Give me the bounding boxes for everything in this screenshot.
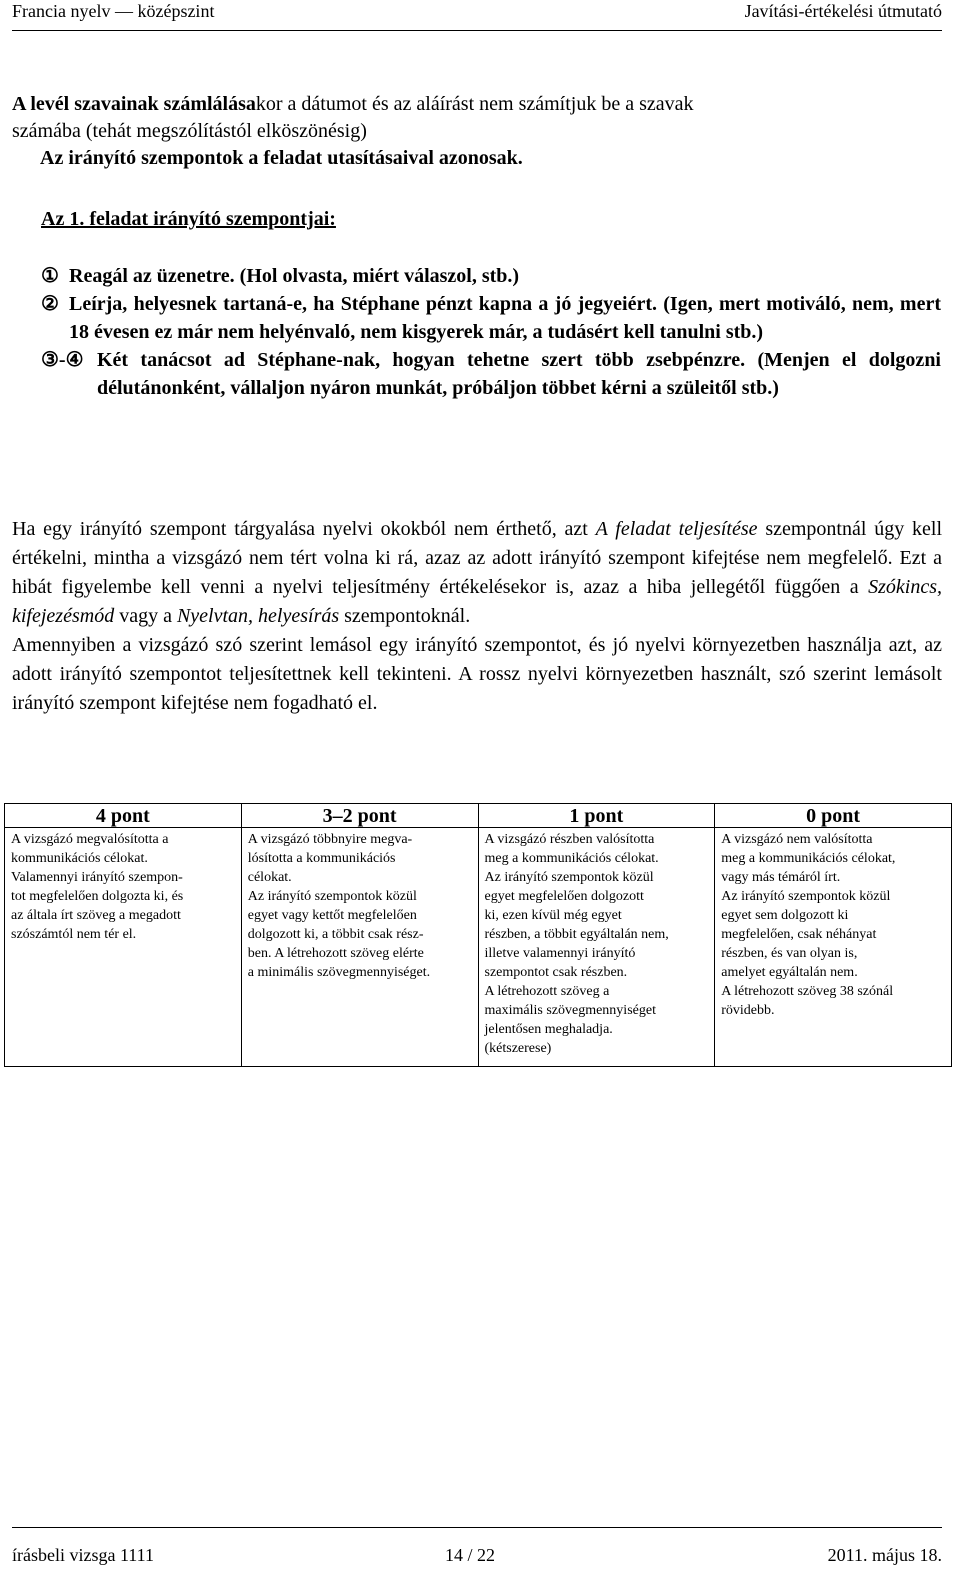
score-description-line: A vizsgázó többnyire megva- — [247, 832, 413, 847]
para1-text-g: szempontoknál. — [339, 605, 471, 627]
intro-line-2: számába (tehát megszólítástól elköszönésig) — [12, 120, 367, 142]
score-description-line: A vizsgázó részben valósította — [484, 832, 655, 847]
score-description-line: rövidebb. — [721, 1003, 775, 1018]
header-subject: Francia nyelv — középszint — [12, 1, 215, 21]
guide-points-list — [41, 262, 941, 402]
score-description-line: A vizsgázó megvalósította a — [11, 832, 169, 847]
para1-italic-criterion: A feladat teljesítése — [595, 518, 758, 540]
point-text: Reagál az üzenetre. (Hol olvasta, miért válaszol, stb.) — [69, 265, 520, 287]
score-description-line: célokat. — [247, 870, 292, 885]
score-description-line: a minimális szövegmennyiséget. — [247, 965, 431, 980]
point-text: Leírja, helyesnek tartaná-e, ha Stéphane pénzt kapna a jó jegyeiért. (Igen, mert motiváló, nem, mert 18 évesen ez már nem helyénvaló, nem kisgyerek már, a tudásért kell tanulni stb.) — [69, 293, 941, 343]
scoring-table — [4, 803, 952, 1067]
intro-line-1-rest: kor a dátumot és az aláírást nem számítjuk be a szavak — [255, 93, 694, 115]
score-description-line: Az irányító szempontok közül — [247, 889, 417, 904]
score-description-line: tot megfelelően dolgozta ki, és — [11, 889, 184, 904]
score-description-line: A létrehozott szöveg 38 szónál — [721, 984, 894, 999]
score-description-cell — [715, 828, 952, 1067]
guide-point — [41, 346, 941, 402]
page-header — [12, 0, 942, 32]
score-description-line: az általa írt szöveg a megadott — [11, 908, 181, 923]
score-description-line: illetve valamennyi irányító — [484, 946, 636, 961]
score-description-line: egyet vagy kettőt megfelelően — [247, 908, 417, 923]
score-description-line: részben, és van olyan is, — [721, 946, 858, 961]
score-description-line: meg a kommunikációs célokat, — [721, 851, 896, 866]
score-description-line: ben. A létrehozott szöveg elérte — [247, 946, 424, 961]
score-description-line: egyet sem dolgozott ki — [721, 908, 849, 923]
para1-text-a: Ha egy irányító szempont tárgyalása nyelvi okokból nem érthető, azt — [12, 518, 596, 540]
score-description-line: (kétszerese) — [484, 1041, 552, 1056]
score-description-line: jelentősen meghaladja. — [484, 1022, 613, 1037]
task-title-text: Az 1. feladat irányító szempontjai: — [41, 208, 336, 230]
score-description-line: ki, ezen kívül még egyet — [484, 908, 622, 923]
score-description-line: A létrehozott szöveg a — [484, 984, 610, 999]
score-description-line: Az irányító szempontok közül — [484, 870, 654, 885]
point-number-icon: ③-④ — [41, 349, 84, 371]
score-description-line: amelyet egyáltalán nem. — [721, 965, 858, 980]
guide-point — [41, 262, 941, 290]
score-header-0: 0 pont — [715, 804, 952, 828]
footer-date: 2011. május 18. — [827, 1545, 942, 1565]
header-divider — [12, 30, 942, 31]
score-description-line: szószámtól nem tér el. — [11, 927, 137, 942]
point-number-icon: ② — [41, 293, 59, 315]
point-text: Két tanácsot ad Stéphane-nak, hogyan tehetne szert több zsebpénzre. (Menjen el dolgozni délutánonként, vállaljon nyáron munkát, próbáljon többet kérni a szüleitől stb.) — [97, 349, 941, 399]
score-description-cell — [5, 828, 242, 1067]
para1-italic-vocabulary: Szókincs, kifejezésmód — [12, 576, 942, 627]
score-description-line: Valamennyi irányító szempon- — [11, 870, 183, 885]
score-description-line: lósította a kommunikációs — [247, 851, 396, 866]
score-description-line: meg a kommunikációs célokat. — [484, 851, 659, 866]
score-description-line: szempontot csak részben. — [484, 965, 628, 980]
footer-page-number: 14 / 22 — [445, 1545, 496, 1565]
score-description-line: Az irányító szempontok közül — [721, 889, 891, 904]
score-description-line: kommunikációs célokat. — [11, 851, 148, 866]
intro-bold-phrase: A levél szavainak számlálása — [12, 93, 256, 115]
evaluation-paragraph-2: Amennyiben a vizsgázó szó szerint lemásol egy irányító szempontot, és jó nyelvi környezetben használja azt, az adott irányító szempontot teljesítettnek kell tekinteni. A rossz nyelvi környezetben használt, szó szerint lemásolt irányító szempont kifejtése nem fogadható el. — [12, 634, 942, 714]
footer-exam-id: írásbeli vizsga 1111 — [12, 1545, 154, 1565]
para1-text-c: szempontnál úgy kell értékelni, mintha a vizsgázó nem tért volna ki rá, azaz az adott irányító szempont kifejtése nem megfelelő. Ezt a hibát figyelembe kell venni a nyelvi teljesítmény értékelésekor is, azaz a hiba jellegétől függően a — [12, 518, 943, 598]
score-header-1: 1 pont — [478, 804, 715, 828]
score-description-line: dolgozott ki, a többit csak rész- — [247, 927, 424, 942]
score-description-line: megfelelően, csak néhányat — [721, 927, 877, 942]
header-guide-title: Javítási-értékelési útmutató — [744, 1, 942, 21]
para1-italic-grammar: Nyelvtan, helyesírás — [176, 605, 340, 627]
score-description-line: részben, a többit egyáltalán nem, — [484, 927, 669, 942]
task-title — [41, 206, 336, 233]
word-count-rules — [12, 91, 942, 172]
scoring-header-row — [5, 804, 952, 828]
score-header-4: 4 pont — [5, 804, 242, 828]
para1-text-e: vagy a — [114, 605, 177, 627]
page-footer — [12, 1544, 942, 1568]
intro-line-1 — [12, 91, 942, 118]
scoring-description-row — [5, 828, 952, 1067]
footer-divider — [12, 1527, 942, 1528]
score-description-line: egyet megfelelően dolgozott — [484, 889, 644, 904]
score-header-3-2: 3–2 pont — [241, 804, 478, 828]
evaluation-paragraph-1 — [12, 515, 942, 631]
score-description-line: A vizsgázó nem valósította — [721, 832, 873, 847]
score-description-line: vagy más témáról írt. — [721, 870, 841, 885]
point-number-icon: ① — [41, 265, 59, 287]
intro-line-3: Az irányító szempontok a feladat utasításaival azonosak. — [40, 147, 523, 169]
score-description-cell — [478, 828, 715, 1067]
score-description-cell — [241, 828, 478, 1067]
evaluation-notes — [12, 515, 942, 718]
score-description-line: maximális szövegmennyiséget — [484, 1003, 656, 1018]
guide-point — [41, 290, 941, 346]
